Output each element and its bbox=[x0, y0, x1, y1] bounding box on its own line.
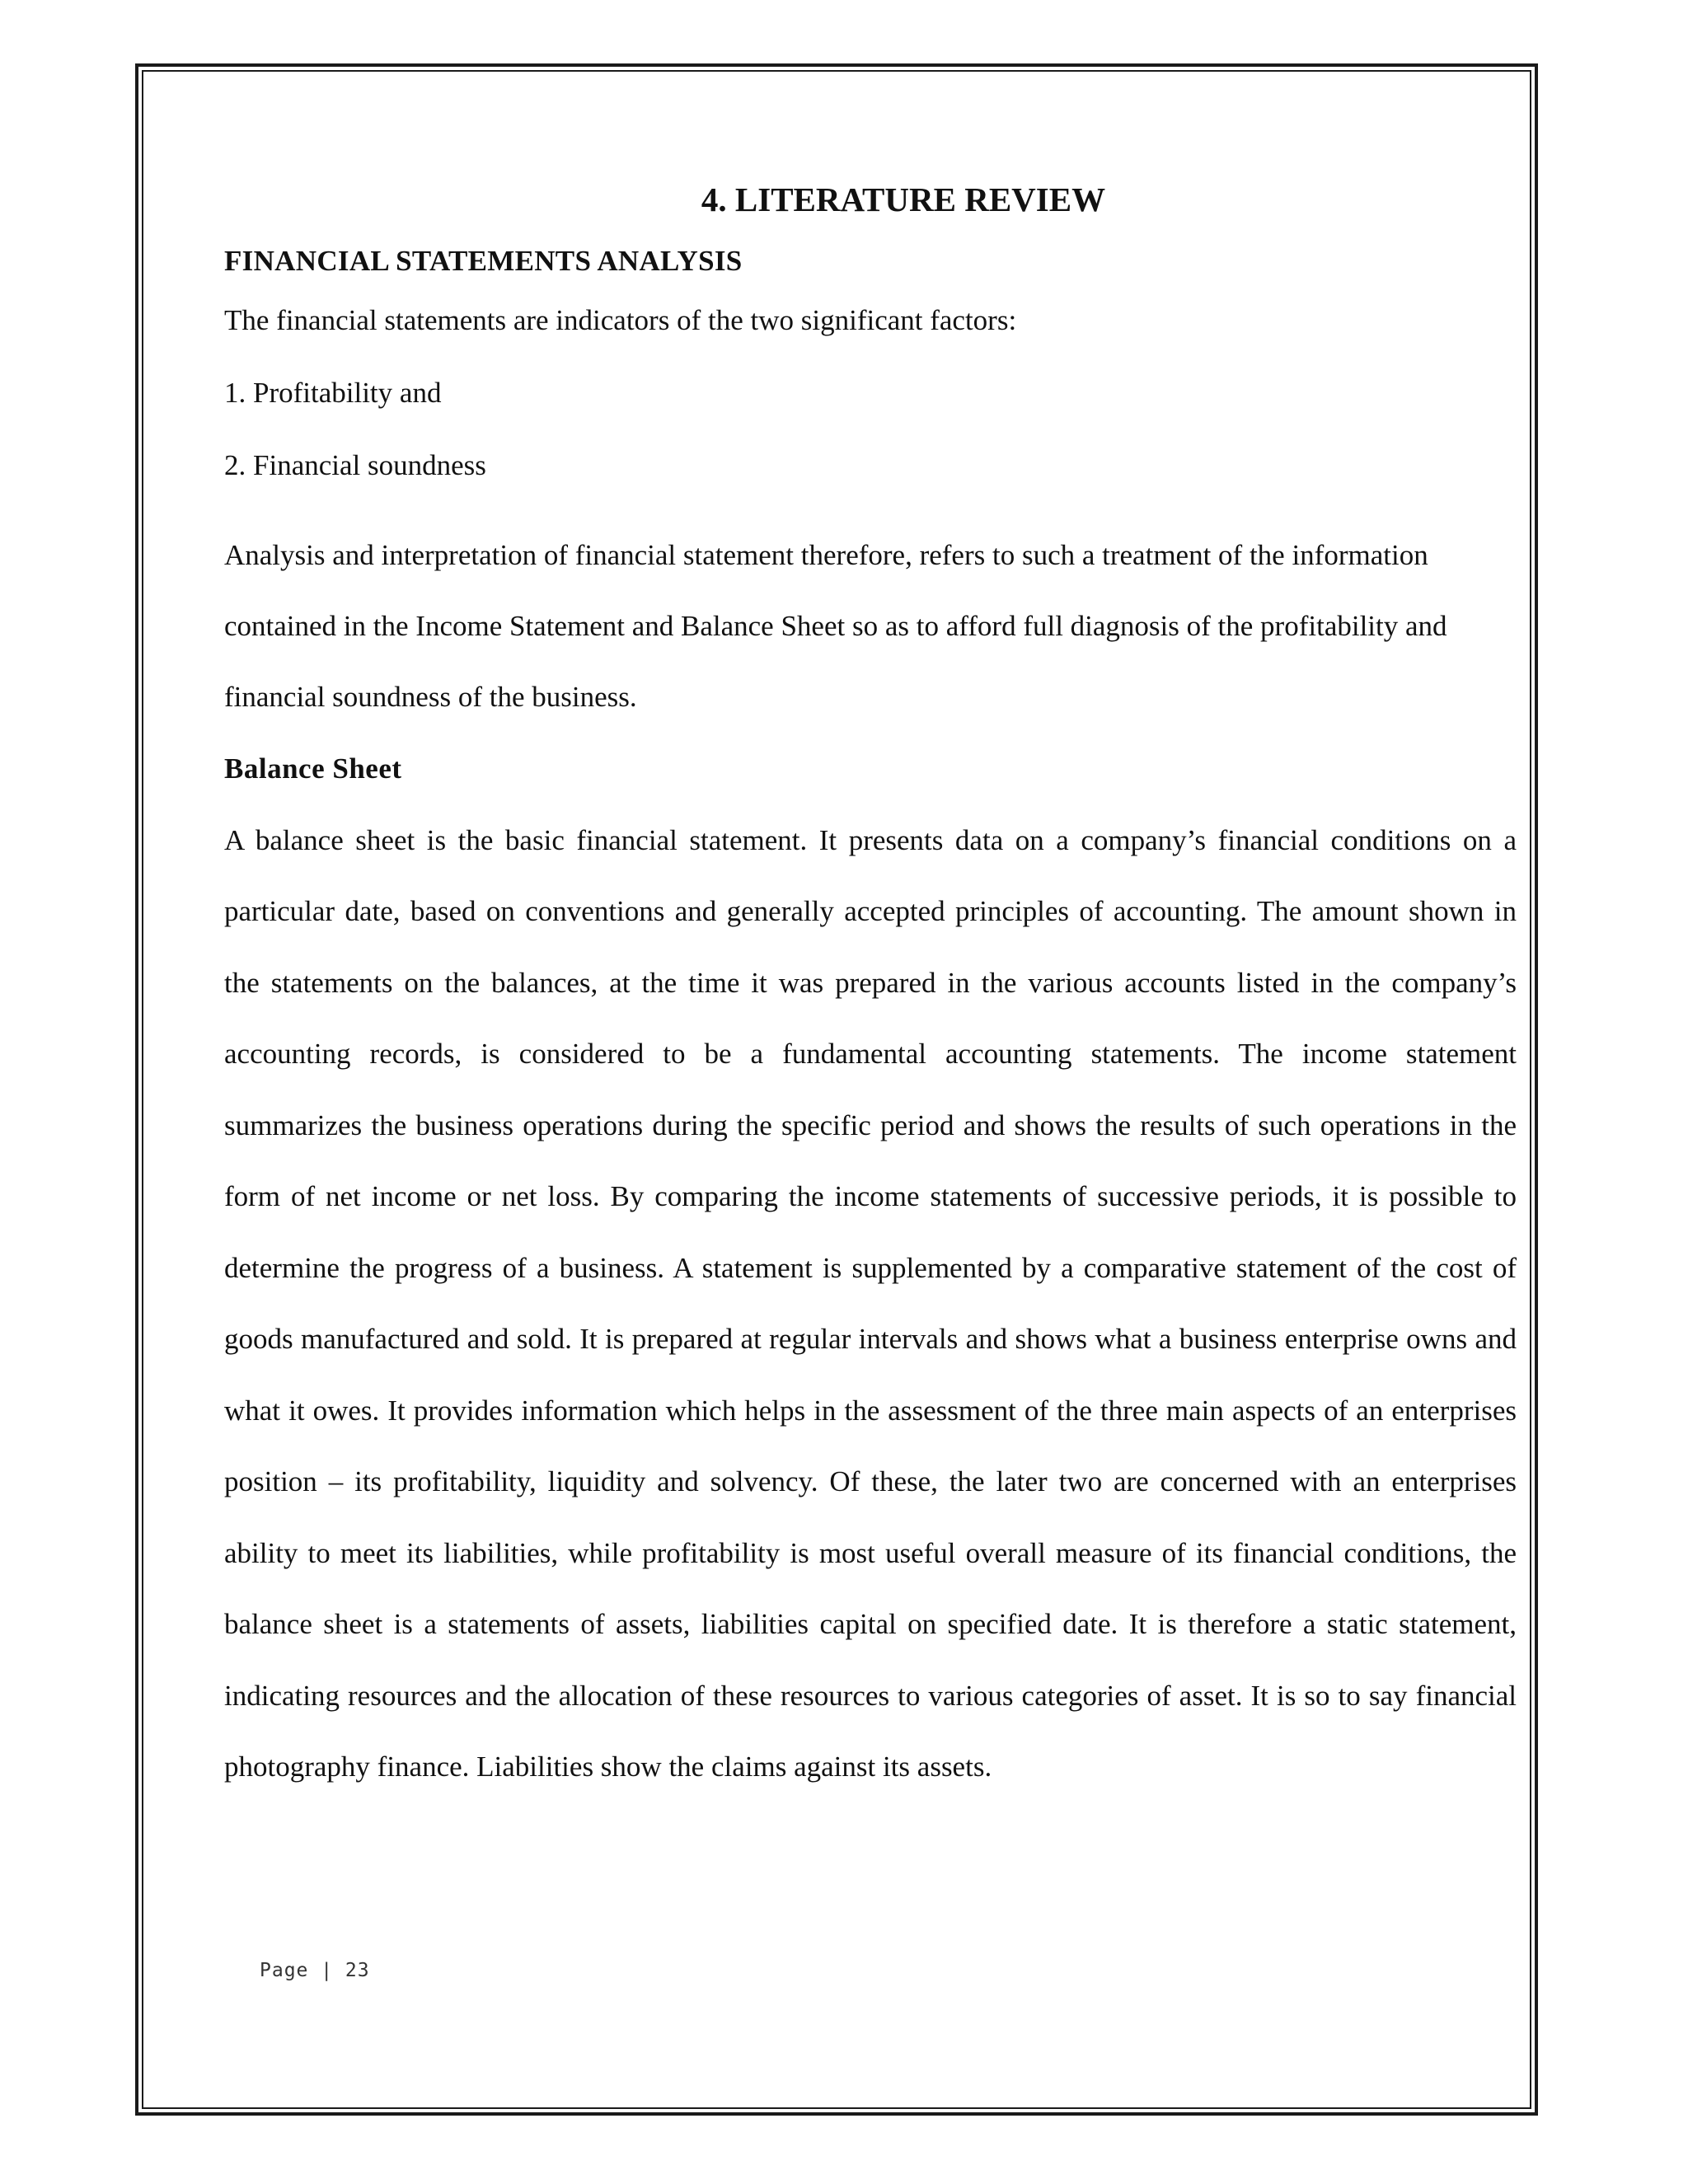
list-item-financial-soundness: 2. Financial soundness bbox=[224, 448, 486, 481]
page-number-footer: Page | 23 bbox=[260, 1960, 370, 1981]
section-heading: FINANCIAL STATEMENTS ANALYSIS bbox=[224, 245, 743, 278]
chapter-title: 4. LITERATURE REVIEW bbox=[701, 180, 1106, 218]
analysis-paragraph: Analysis and interpretation of financial statement therefore, refers to such a treatment of the information contained in the Income Statement and Balance Sheet so as to afford full diagnosis of the profitability and financial soundness of the business. bbox=[224, 538, 1447, 713]
document-body bbox=[224, 180, 1517, 1803]
intro-sentence: The financial statements are indicators of the two significant factors: bbox=[224, 303, 1017, 336]
balance-sheet-heading: Balance Sheet bbox=[224, 752, 402, 785]
list-item-profitability: 1. Profitability and bbox=[224, 376, 442, 409]
balance-sheet-paragraph: A balance sheet is the basic financial statement. It presents data on a company’s financial conditions on a particular date, based on conventions and generally accepted principles of accounting. The amount shown in the statements on the balances, at the time it was prepared in the various accounts listed in the company’s accounting records, is considered to be a fundamental accounting statements. The income statement summarizes the business operations during the specific period and shows the results of such operations in the form of net income or net loss. By comparing the income statements of successive periods, it is possible to determine the progress of a business. A statement is supplemented by a comparative statement of the cost of goods manufactured and sold. It is prepared at regular intervals and shows what a business enterprise owns and what it owes. It provides information which helps in the assessment of the three main aspects of an enterprises position – its profitability, liquidity and solvency. Of these, the later two are concerned with an enterprises ability to meet its liabilities, while profitability is most useful overall measure of its financial conditions, the balance sheet is a statements of assets, liabilities capital on specified date. It is therefore a static statement, indicating resources and the allocation of these resources to various categories of asset. It is so to say financial photography finance. Liabilities show the claims against its assets. bbox=[224, 823, 1517, 1783]
